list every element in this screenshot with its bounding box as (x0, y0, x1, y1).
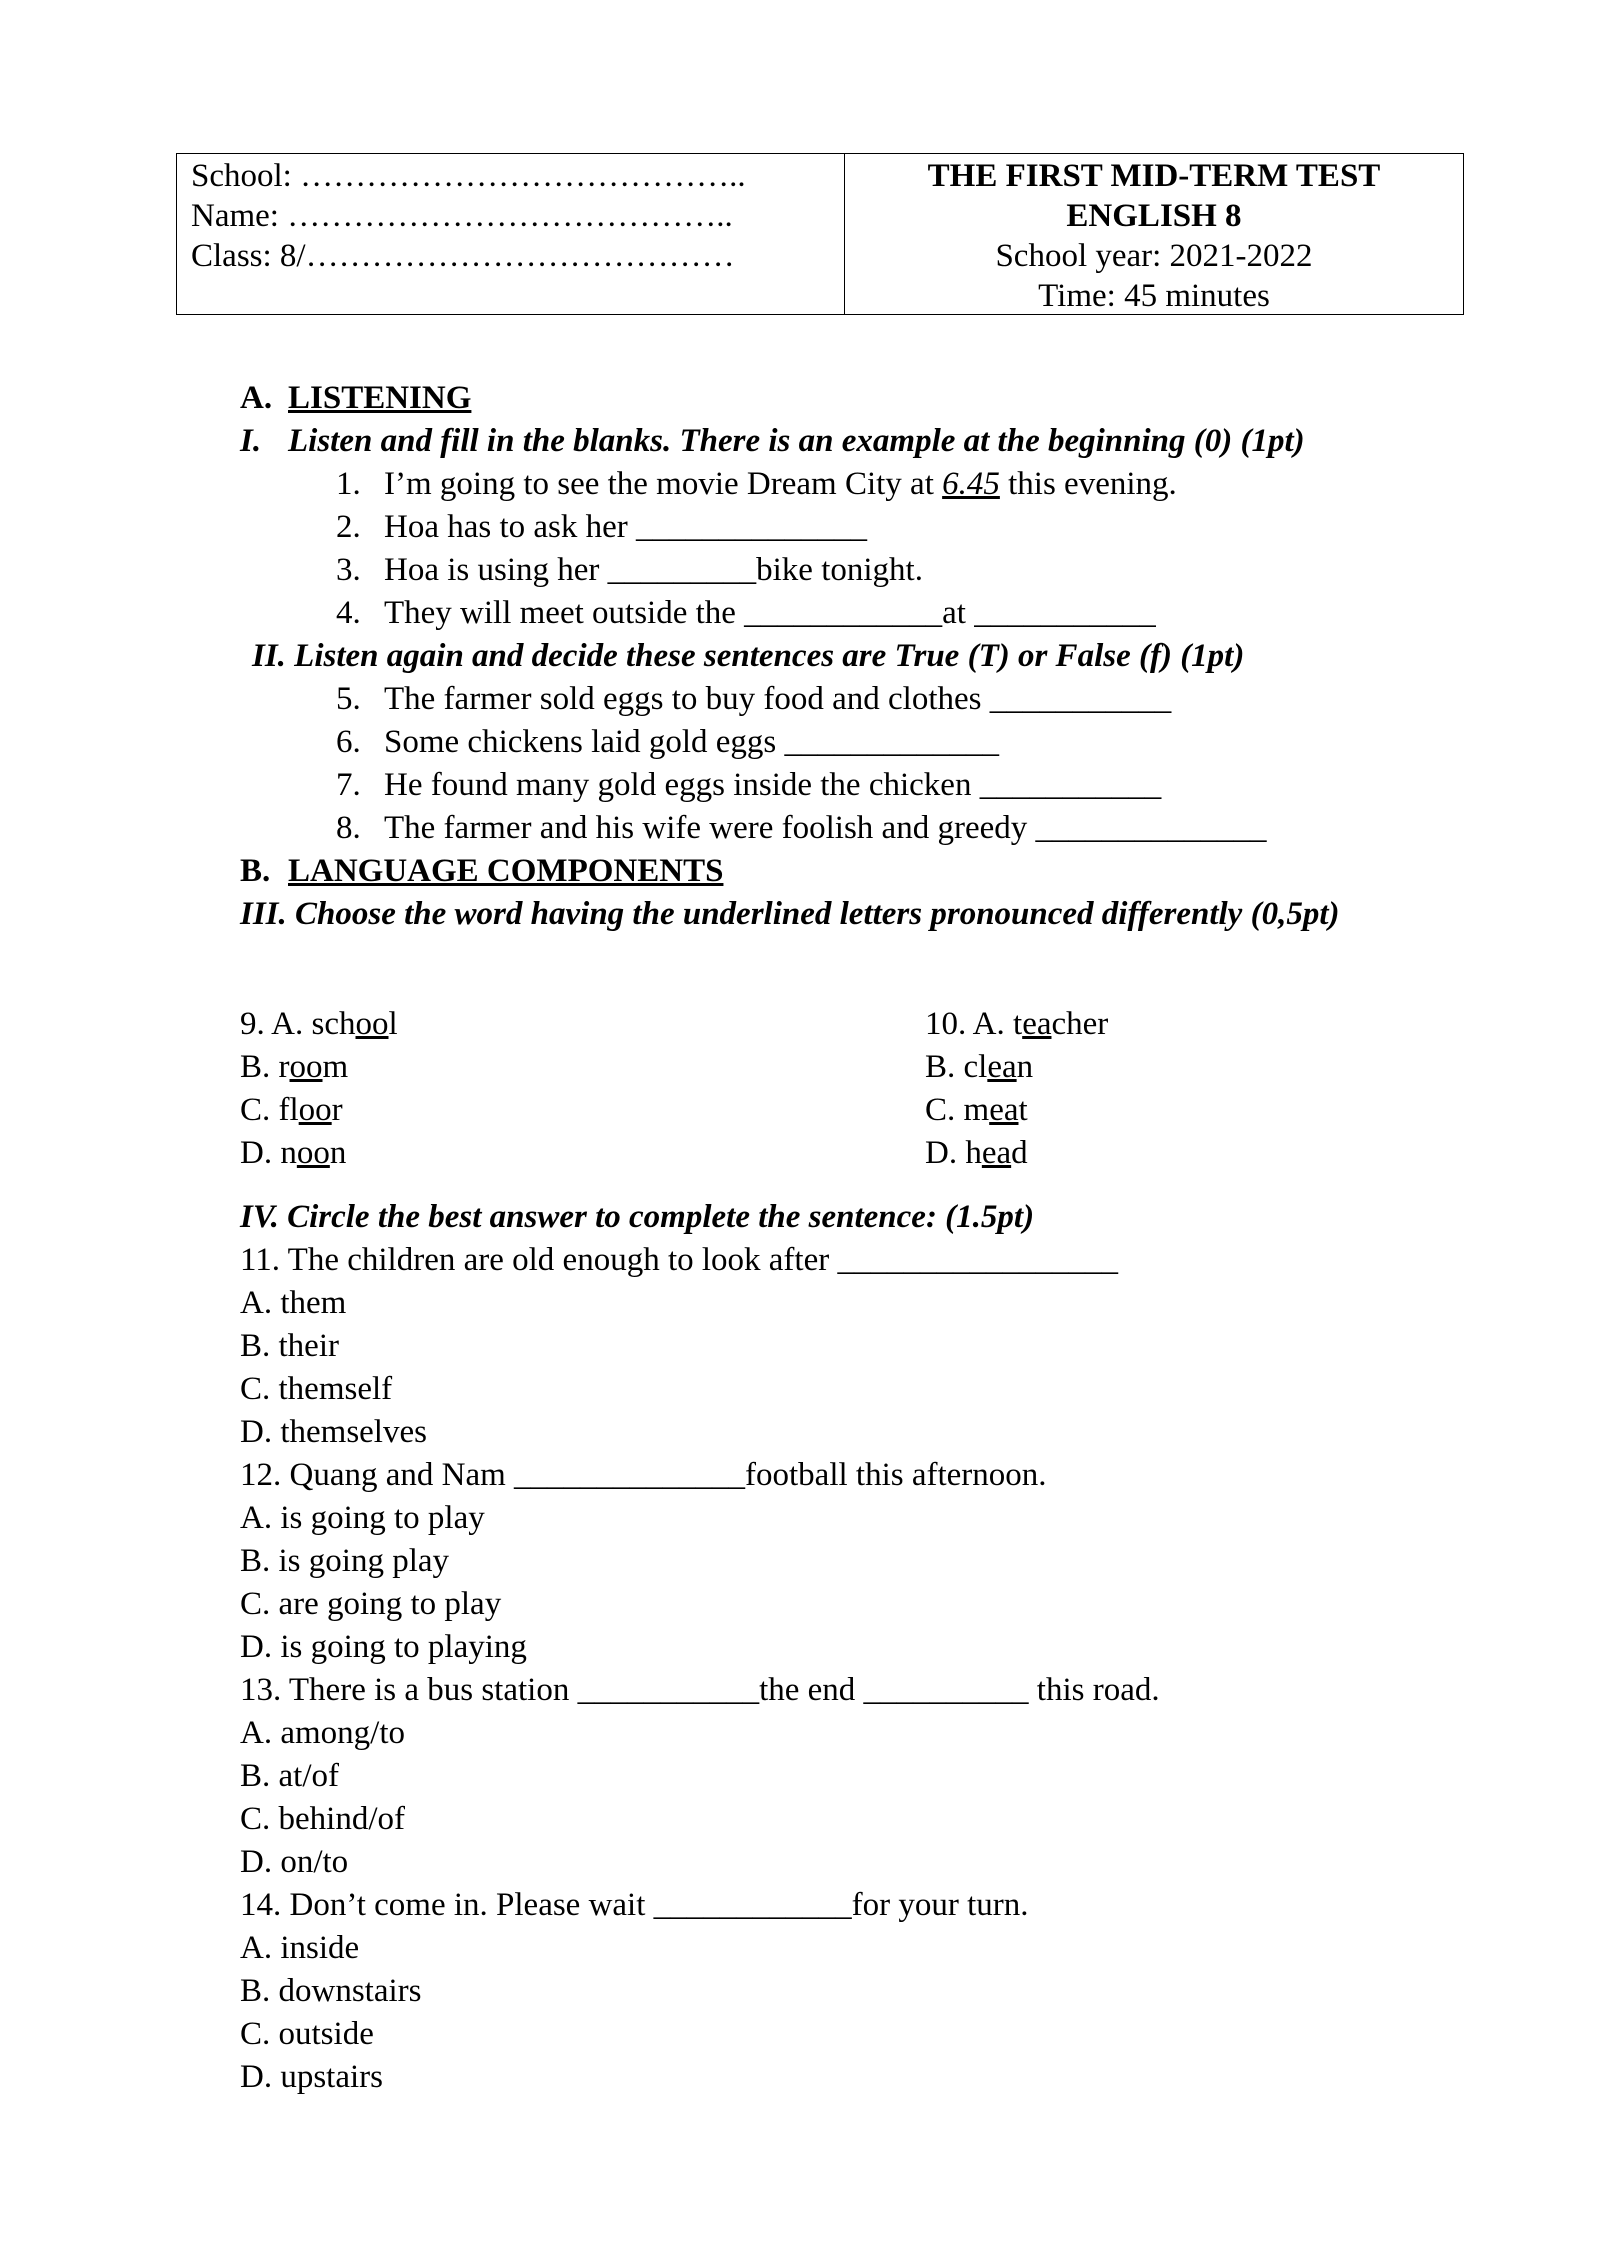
q9-c-underlined: oo (298, 1092, 332, 1128)
q11-option-a: A. them (240, 1285, 347, 1321)
test-time: Time: 45 minutes (1038, 278, 1270, 314)
q10-a-pre: 10. A. t (925, 1006, 1023, 1042)
q9-option-c (240, 1089, 343, 1131)
q12-option-b: B. is going play (240, 1543, 450, 1579)
question-5 (336, 678, 1171, 720)
q2-number: 2. (336, 509, 361, 545)
q9-d-post: n (329, 1135, 347, 1171)
q12-option-a: A. is going to play (240, 1500, 485, 1536)
q13-option-c: C. behind/of (240, 1801, 405, 1837)
q14-option-d: D. upstairs (240, 2059, 383, 2095)
question-8 (336, 807, 1267, 849)
q9-d-underlined: oo (296, 1135, 330, 1171)
school-line: School: ………………………………….. (191, 158, 746, 194)
section-a-heading (240, 377, 471, 419)
q6-number: 6. (336, 724, 361, 760)
section-b-letter: B. (240, 853, 271, 889)
q14-option-c: C. outside (240, 2016, 374, 2052)
question-4 (336, 592, 1156, 634)
q9-option-a (240, 1003, 398, 1045)
q9-b-pre: B. r (240, 1049, 290, 1085)
section-b-title: LANGUAGE COMPONENTS (288, 853, 724, 889)
q10-a-post: cher (1051, 1006, 1109, 1042)
section-b-heading (240, 850, 723, 892)
question-2 (336, 506, 867, 548)
task-2-instruction: II. Listen again and decide these sentences are True (T) or False (f) (1pt) (252, 638, 1245, 674)
school-year: School year: 2021-2022 (995, 238, 1313, 274)
q10-option-d (925, 1132, 1028, 1174)
question-1 (336, 463, 1177, 505)
q5-number: 5. (336, 681, 361, 717)
q1-pre: I’m going to see the movie Dream City at (384, 466, 943, 502)
q8-number: 8. (336, 810, 361, 846)
q11-option-d: D. themselves (240, 1414, 427, 1450)
q9-d-pre: D. n (240, 1135, 297, 1171)
q11-stem: 11. The children are old enough to look after _________________ (240, 1242, 1118, 1278)
q14-stem: 14. Don’t come in. Please wait ____________for your turn. (240, 1887, 1029, 1923)
q14-option-a: A. inside (240, 1930, 360, 1966)
q10-c-post: t (1018, 1092, 1028, 1128)
q12-option-c: C. are going to play (240, 1586, 502, 1622)
q10-c-pre: C. m (925, 1092, 990, 1128)
q1-post: this evening. (999, 466, 1177, 502)
q13-stem: 13. There is a bus station ___________the end __________ this road. (240, 1672, 1160, 1708)
task-3-instruction: III. Choose the word having the underlined letters pronounced differently (0,5pt) (240, 896, 1340, 932)
student-info-cell (177, 154, 845, 314)
q1-answer: 6.45 (942, 466, 1000, 502)
q11-option-b: B. their (240, 1328, 339, 1364)
q2-text: Hoa has to ask her ______________ (384, 509, 868, 545)
q3-text: Hoa is using her _________bike tonight. (384, 552, 923, 588)
class-line: Class: 8/………………………………… (191, 238, 735, 274)
question-6 (336, 721, 999, 763)
header-table (176, 153, 1464, 315)
q7-number: 7. (336, 767, 361, 803)
q10-b-underlined: ea (987, 1049, 1017, 1085)
q5-text: The farmer sold eggs to buy food and clothes ___________ (384, 681, 1172, 717)
q9-a-post: l (388, 1006, 398, 1042)
q14-option-b: B. downstairs (240, 1973, 422, 2009)
q10-d-pre: D. h (925, 1135, 982, 1171)
task-1-number: I. (240, 423, 262, 459)
task-4-instruction: IV. Circle the best answer to complete the sentence: (1.5pt) (240, 1199, 1035, 1235)
q10-a-underlined: ea (1022, 1006, 1052, 1042)
q12-option-d: D. is going to playing (240, 1629, 527, 1665)
q13-option-a: A. among/to (240, 1715, 405, 1751)
q10-b-pre: B. cl (925, 1049, 988, 1085)
name-line: Name: ………………………………….. (191, 198, 733, 234)
q9-a-underlined: oo (355, 1006, 389, 1042)
q12-stem: 12. Quang and Nam ______________football this afternoon. (240, 1457, 1047, 1493)
q10-option-c (925, 1089, 1028, 1131)
q10-option-b (925, 1046, 1033, 1088)
q10-option-a (925, 1003, 1108, 1045)
q10-b-post: n (1016, 1049, 1034, 1085)
q4-text: They will meet outside the ____________at ___________ (384, 595, 1156, 631)
question-7 (336, 764, 1161, 806)
q9-option-d (240, 1132, 346, 1174)
q3-number: 3. (336, 552, 361, 588)
task-1-text: Listen and fill in the blanks. There is an example at the beginning (0) (1pt) (288, 423, 1305, 459)
q9-a-pre: 9. A. sch (240, 1006, 356, 1042)
q4-number: 4. (336, 595, 361, 631)
section-a-letter: A. (240, 380, 273, 416)
q13-option-d: D. on/to (240, 1844, 349, 1880)
q10-d-post: d (1011, 1135, 1028, 1171)
test-subject: ENGLISH 8 (1066, 198, 1242, 234)
question-3 (336, 549, 923, 591)
q8-text: The farmer and his wife were foolish and greedy ______________ (384, 810, 1267, 846)
q9-c-post: r (331, 1092, 343, 1128)
q9-b-underlined: oo (289, 1049, 323, 1085)
q10-c-underlined: ea (989, 1092, 1019, 1128)
task-1-instruction (240, 420, 1305, 462)
q10-d-underlined: ea (981, 1135, 1012, 1171)
q9-c-pre: C. fl (240, 1092, 299, 1128)
test-info-cell (845, 154, 1463, 314)
q9-b-post: m (322, 1049, 349, 1085)
section-a-title: LISTENING (288, 380, 472, 416)
q11-option-c: C. themself (240, 1371, 393, 1407)
q13-option-b: B. at/of (240, 1758, 339, 1794)
q1-number: 1. (336, 466, 361, 502)
q9-option-b (240, 1046, 348, 1088)
q6-text: Some chickens laid gold eggs _____________ (384, 724, 1000, 760)
test-title: THE FIRST MID-TERM TEST (927, 158, 1381, 194)
q7-text: He found many gold eggs inside the chicken ___________ (384, 767, 1162, 803)
